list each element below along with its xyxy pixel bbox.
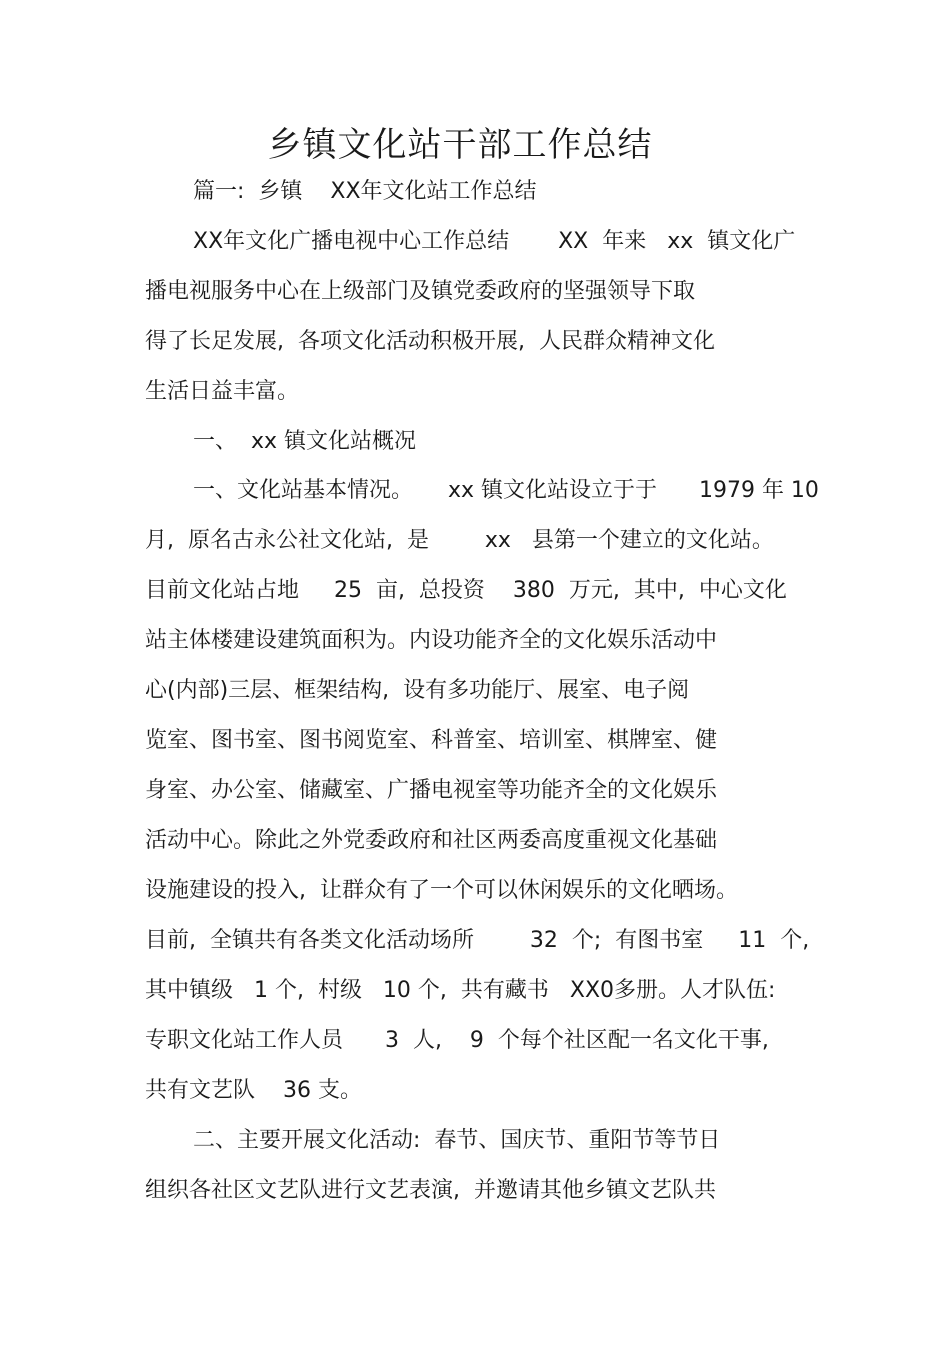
paragraph-line: 得了长足发展, 各项文化活动积极开展, 人民群众精神文化 [145,329,715,354]
paragraph-line: 生活日益丰富。 [145,379,300,404]
paragraph-line: 目前文化站占地 25 亩, 总投资 380 万元, 其中, 中心文化 [145,578,787,603]
paragraph-line: 播电视服务中心在上级部门及镇党委政府的坚强领导下取 [145,279,696,304]
paragraph-line: 览室、图书室、图书阅览室、科普室、培训室、棋牌室、健 [145,728,718,753]
paragraph-line: 二、主要开展文化活动: 春节、国庆节、重阳节等节日 [193,1128,721,1153]
paragraph-line: 心(内部)三层、框架结构, 设有多功能厅、展室、电子阅 [145,678,690,703]
paragraph-line: 专职文化站工作人员 3 人, 9 个每个社区配一名文化干事, [145,1028,769,1053]
paragraph-line: 月, 原名古永公社文化站, 是 xx 县第一个建立的文化站。 [145,528,774,553]
paragraph-line: 设施建设的投入, 让群众有了一个可以休闲娱乐的文化晒场。 [145,878,738,903]
paragraph-line: 身室、办公室、储藏室、广播电视室等功能齐全的文化娱乐 [145,778,718,803]
paragraph-line: 一、文化站基本情况。 xx 镇文化站设立于于 1979 年 10 [193,478,819,503]
section-heading: 篇一: 乡镇 XX年文化站工作总结 [193,179,537,204]
paragraph-line: 共有文艺队 36 支。 [145,1078,362,1103]
paragraph-line: 组织各社区文艺队进行文艺表演, 并邀请其他乡镇文艺队共 [145,1178,716,1203]
paragraph-line: 目前, 全镇共有各类文化活动场所 32 个; 有图书室 11 个, [145,928,810,953]
paragraph-line: 活动中心。除此之外党委政府和社区两委高度重视文化基础 [145,828,718,853]
paragraph-line: 站主体楼建设建筑面积为。内设功能齐全的文化娱乐活动中 [145,628,718,653]
paragraph-line: XX年文化广播电视中心工作总结 XX 年来 xx 镇文化广 [193,229,796,254]
subsection-heading: 一、 xx 镇文化站概况 [193,429,417,454]
document-title: 乡镇文化站干部工作总结 [267,125,653,165]
paragraph-line: 其中镇级 1 个, 村级 10 个, 共有藏书 XX0多册。人才队伍: [145,978,776,1003]
